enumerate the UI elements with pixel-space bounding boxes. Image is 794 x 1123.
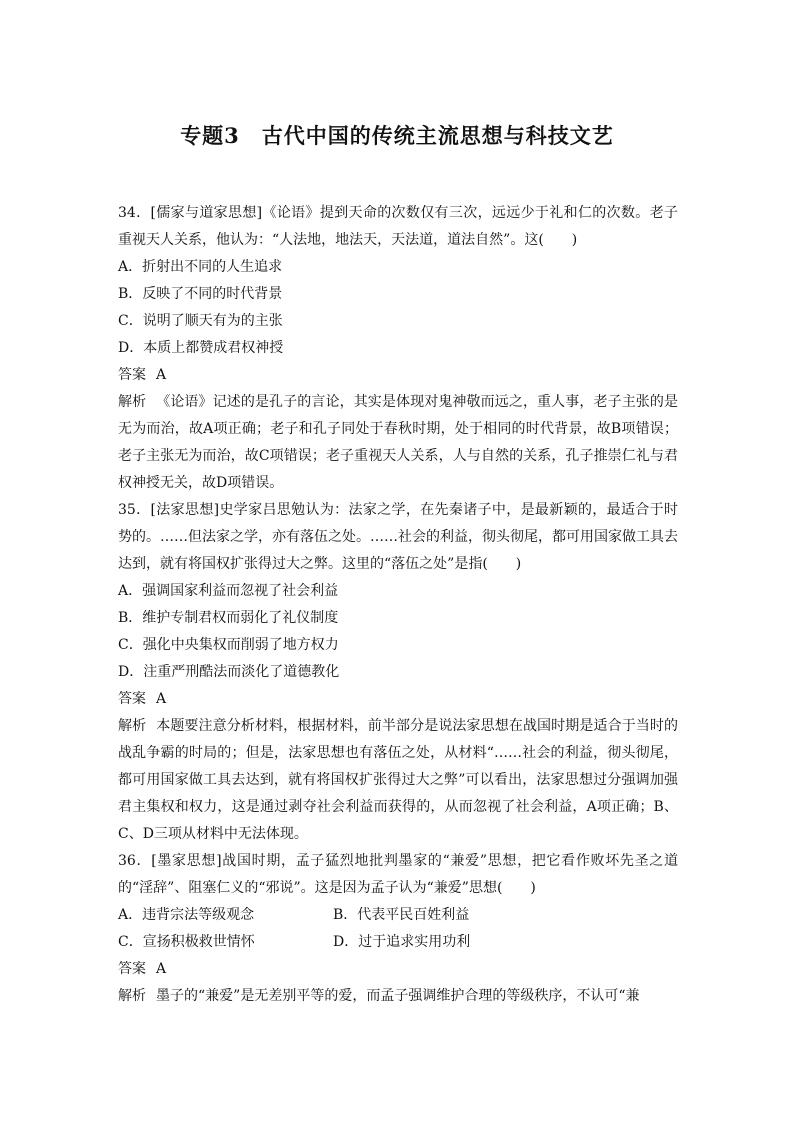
question-36-option-b: B．代表平民百姓利益 [333,907,470,923]
answer-value: A [156,691,167,707]
question-34-stem: 34．[儒家与道家思想]《论语》提到天命的次数仅有三次，远远少于礼和仁的次数。老子重视天人关系，他认为：“人法地，地法天，天法道，道法自然”。这( ) [118,205,678,248]
question-34-option-a: A．折射出不同的人生追求 [118,259,283,275]
explanation-text: 本题要注意分析材料，根据材料，前半部分是说法家思想在战国时期是适合于当时的战乱争霸的时局的；但是，法家思想也有落伍之处，从材料“……社会的利益，彻头彻尾，都可用国家做工具去达到，就有将国权扩张得过大之弊”可以看出，法家思想过分强调加强君主集权和权力，这是通过剥夺社会利益而获得的，从而忽视了社会利益，A项正确；B、C、D三项从材料中无法体现。 [118,718,679,842]
explanation-label: 解析 [118,988,146,1004]
question-35-stem: 35．[法家思想]史学家吕思勉认为：法家之学，在先秦诸子中，是最新颖的，最适合于时势的。……但法家之学，亦有落伍之处。……社会的利益，彻头彻尾，都可用国家做工具去达到，就有将国权扩张得过大之弊。这里的“落伍之处”是指( ) [118,502,678,572]
explanation-label: 解析 [118,394,147,410]
question-34-option-b: B．反映了不同的时代背景 [118,286,283,302]
page-title: 专题3 古代中国的传统主流思想与科技文艺 [180,123,614,148]
question-34-explanation [118,389,678,497]
answer-value: A [156,961,167,977]
answer-label: 答案 [118,691,146,707]
question-35-option-b: B．维护专制君权而弱化了礼仪制度 [118,610,339,626]
question-36-options-row-2 [118,929,678,956]
question-34-answer [118,362,678,389]
explanation-text: 墨子的“兼爱”是无差别平等的爱，而孟子强调维护合理的等级秩序，不认可“兼 [156,988,640,1004]
question-35-explanation [118,713,678,848]
question-36-stem: 36．[墨家思想]战国时期，孟子猛烈地批判墨家的“兼爱”思想，把它看作败坏先圣之道的“淫辞”、阻塞仁义的“邪说”。这是因为孟子认为“兼爱”思想( ) [118,853,678,896]
question-34-option-d: D．本质上都赞成君权神授 [118,340,284,356]
explanation-text: 《论语》记述的是孔子的言论，其实是体现对鬼神敬而远之，重人事，老子主张的是无为而治，故A项正确；老子和孔子同处于春秋时期，处于相同的时代背景，故B项错误；老子主张无为而治，故C项错误；老子重视天人关系，人与自然的关系，孔子推崇仁礼与君权神授无关，故D项错误。 [118,394,679,491]
question-34-option-c: C．说明了顺天有为的主张 [118,313,283,329]
question-35-option-a: A．强调国家利益而忽视了社会利益 [118,583,339,599]
question-list [118,200,678,1010]
explanation-label: 解析 [118,718,147,734]
question-35-option-c: C．强化中央集权而削弱了地方权力 [118,637,339,653]
question-35-answer [118,686,678,713]
answer-label: 答案 [118,961,146,977]
question-36-answer [118,956,678,983]
answer-label: 答案 [118,367,146,383]
question-35-option-d: D．注重严刑酷法而淡化了道德教化 [118,664,340,680]
question-36-options-row-1 [118,902,678,929]
question-36-option-c: C．宣扬积极救世情怀 [118,934,255,950]
question-36-explanation [118,983,678,1010]
answer-value: A [156,367,167,383]
question-36-option-d: D．过于追求实用功利 [333,934,471,950]
question-36-option-a: A．违背宗法等级观念 [118,907,255,923]
